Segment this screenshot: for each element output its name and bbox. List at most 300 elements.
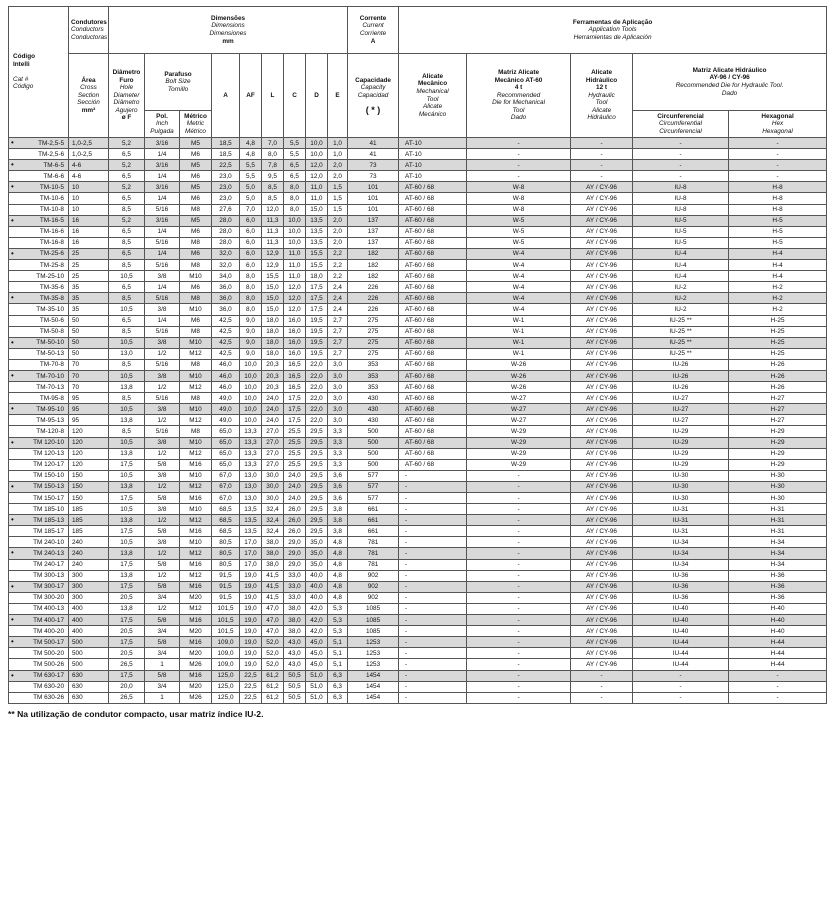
cell-mec: - bbox=[399, 615, 467, 626]
table-row bbox=[9, 415, 827, 426]
cell-met: M20 bbox=[180, 592, 212, 603]
header-dim-l: L bbox=[262, 54, 284, 138]
table-row bbox=[9, 493, 827, 504]
table-row bbox=[9, 481, 827, 492]
cell-l: 11,3 bbox=[262, 226, 284, 237]
cell-af: 22,5 bbox=[240, 692, 262, 703]
cell-dia: 6,5 bbox=[109, 248, 145, 259]
cell-met: M6 bbox=[180, 248, 212, 259]
cell-mec: - bbox=[399, 581, 467, 592]
cell-a: 68,5 bbox=[212, 526, 240, 537]
cell-circ: - bbox=[633, 692, 729, 703]
cell-d: 35,0 bbox=[306, 559, 328, 570]
cell-mec: - bbox=[399, 537, 467, 548]
cell-area: 400 bbox=[69, 615, 109, 626]
cell-d: 29,5 bbox=[306, 515, 328, 526]
cell-hid: AY / CY-96 bbox=[571, 260, 633, 271]
cell-met: M10 bbox=[180, 337, 212, 348]
cell-dia: 8,5 bbox=[109, 237, 145, 248]
table-row bbox=[9, 138, 827, 149]
cell-af: 13,3 bbox=[240, 459, 262, 470]
cell-e: 4,8 bbox=[328, 548, 348, 559]
code-text: TM-95-8 bbox=[39, 394, 64, 402]
cell-met: M6 bbox=[180, 149, 212, 160]
cell-hex: H-5 bbox=[729, 226, 827, 237]
code-text: TM 150-17 bbox=[33, 494, 64, 502]
cell-d: 15,0 bbox=[306, 204, 328, 215]
cell-code bbox=[9, 681, 69, 692]
cell-a: 34,0 bbox=[212, 271, 240, 282]
cell-met: M6 bbox=[180, 226, 212, 237]
cell-matriz: - bbox=[467, 504, 571, 515]
cell-mec: - bbox=[399, 559, 467, 570]
cell-e: 1,5 bbox=[328, 193, 348, 204]
cell-hex: H-40 bbox=[729, 603, 827, 614]
cell-c: 26,0 bbox=[284, 515, 306, 526]
cell-a: 46,0 bbox=[212, 382, 240, 393]
cell-d: 45,0 bbox=[306, 659, 328, 670]
cell-d: 22,0 bbox=[306, 415, 328, 426]
cell-mec: - bbox=[399, 648, 467, 659]
code-text: TM-25-6 bbox=[39, 250, 64, 258]
cell-dia: 5,2 bbox=[109, 160, 145, 171]
cell-a: 36,0 bbox=[212, 304, 240, 315]
table-row bbox=[9, 681, 827, 692]
cell-code bbox=[9, 315, 69, 326]
cell-e: 3,6 bbox=[328, 470, 348, 481]
cell-af: 13,3 bbox=[240, 448, 262, 459]
cell-hid: AY / CY-96 bbox=[571, 337, 633, 348]
cell-circ: IU-2 bbox=[633, 282, 729, 293]
cell-l: 47,0 bbox=[262, 603, 284, 614]
cell-cap: 577 bbox=[348, 481, 399, 492]
cell-area: 185 bbox=[69, 515, 109, 526]
cell-circ: IU-2 bbox=[633, 304, 729, 315]
code-text: TM 630-20 bbox=[33, 683, 64, 691]
cell-met: M20 bbox=[180, 681, 212, 692]
table-row bbox=[9, 548, 827, 559]
cell-a: 101,5 bbox=[212, 615, 240, 626]
cell-af: 5,0 bbox=[240, 193, 262, 204]
cell-circ: IU-25 ** bbox=[633, 315, 729, 326]
cell-hid: AY / CY-96 bbox=[571, 603, 633, 614]
table-row bbox=[9, 570, 827, 581]
cell-circ: IU-27 bbox=[633, 393, 729, 404]
cell-code bbox=[9, 437, 69, 448]
cell-dia: 13,8 bbox=[109, 448, 145, 459]
header-capacidade: Capacidade Capacity Capacidad ( * ) bbox=[348, 54, 399, 138]
cell-hid: AY / CY-96 bbox=[571, 570, 633, 581]
cell-hex: H-30 bbox=[729, 481, 827, 492]
cell-pol: 1/2 bbox=[145, 603, 180, 614]
cell-matriz: W-27 bbox=[467, 415, 571, 426]
cell-code bbox=[9, 160, 69, 171]
row-bullet: • bbox=[11, 138, 14, 147]
table-row bbox=[9, 637, 827, 648]
cell-code bbox=[9, 470, 69, 481]
cell-matriz: W-27 bbox=[467, 404, 571, 415]
cell-l: 41,5 bbox=[262, 592, 284, 603]
cell-e: 3,0 bbox=[328, 359, 348, 370]
row-bullet: • bbox=[11, 404, 14, 414]
cell-area: 185 bbox=[69, 504, 109, 515]
cell-hex: H-5 bbox=[729, 215, 827, 226]
table-row bbox=[9, 659, 827, 670]
cell-met: M12 bbox=[180, 481, 212, 492]
cell-pol: 5/16 bbox=[145, 326, 180, 337]
cell-matriz: - bbox=[467, 481, 571, 492]
cell-dia: 6,5 bbox=[109, 171, 145, 182]
cell-area: 70 bbox=[69, 382, 109, 393]
cell-matriz: - bbox=[467, 581, 571, 592]
cell-c: 16,0 bbox=[284, 337, 306, 348]
cell-af: 10,0 bbox=[240, 404, 262, 415]
cell-area: 70 bbox=[69, 370, 109, 381]
cell-pol: 1 bbox=[145, 659, 180, 670]
cell-mec: - bbox=[399, 603, 467, 614]
cell-dia: 6,5 bbox=[109, 193, 145, 204]
cell-l: 24,0 bbox=[262, 415, 284, 426]
cell-circ: IU-4 bbox=[633, 260, 729, 271]
cell-a: 109,0 bbox=[212, 648, 240, 659]
table-row bbox=[9, 648, 827, 659]
cell-e: 6,3 bbox=[328, 681, 348, 692]
cell-a: 36,0 bbox=[212, 293, 240, 304]
cell-code bbox=[9, 448, 69, 459]
table-row bbox=[9, 237, 827, 248]
cell-c: 29,0 bbox=[284, 537, 306, 548]
cell-code bbox=[9, 404, 69, 415]
row-bullet: • bbox=[11, 182, 14, 192]
cell-c: 43,0 bbox=[284, 648, 306, 659]
cell-pol: 5/8 bbox=[145, 615, 180, 626]
cell-met: M20 bbox=[180, 626, 212, 637]
cell-mec: AT-60 / 68 bbox=[399, 370, 467, 381]
cell-c: 8,0 bbox=[284, 204, 306, 215]
cell-af: 5,5 bbox=[240, 160, 262, 171]
cell-cap: 1454 bbox=[348, 670, 399, 681]
cell-c: 24,0 bbox=[284, 493, 306, 504]
table-row bbox=[9, 149, 827, 160]
cell-e: 1,5 bbox=[328, 204, 348, 215]
cell-code bbox=[9, 615, 69, 626]
cell-code bbox=[9, 626, 69, 637]
table-row bbox=[9, 282, 827, 293]
cell-af: 9,0 bbox=[240, 337, 262, 348]
cell-pol: 3/16 bbox=[145, 215, 180, 226]
cell-pol: 3/4 bbox=[145, 648, 180, 659]
header-dim-a: A bbox=[212, 54, 240, 138]
cell-hex: H-40 bbox=[729, 626, 827, 637]
cell-hid: AY / CY-96 bbox=[571, 459, 633, 470]
cell-e: 4,8 bbox=[328, 581, 348, 592]
cell-l: 41,5 bbox=[262, 581, 284, 592]
cell-matriz: - bbox=[467, 548, 571, 559]
cell-area: 120 bbox=[69, 459, 109, 470]
cell-cap: 73 bbox=[348, 160, 399, 171]
code-text: TM 400-20 bbox=[33, 627, 64, 635]
cell-pol: 5/16 bbox=[145, 237, 180, 248]
cell-d: 10,0 bbox=[306, 149, 328, 160]
cell-matriz: - bbox=[467, 648, 571, 659]
cell-code bbox=[9, 426, 69, 437]
cell-dia: 17,5 bbox=[109, 581, 145, 592]
cell-area: 240 bbox=[69, 559, 109, 570]
cell-a: 125,0 bbox=[212, 681, 240, 692]
cell-af: 8,0 bbox=[240, 304, 262, 315]
cell-af: 10,0 bbox=[240, 393, 262, 404]
cell-pol: 5/8 bbox=[145, 459, 180, 470]
code-text: TM-95-13 bbox=[36, 416, 64, 424]
cell-pol: 3/4 bbox=[145, 626, 180, 637]
cell-met: M5 bbox=[180, 215, 212, 226]
cell-af: 13,0 bbox=[240, 481, 262, 492]
cell-mec: AT-10 bbox=[399, 149, 467, 160]
cell-area: 185 bbox=[69, 526, 109, 537]
cell-pol: 3/16 bbox=[145, 182, 180, 193]
cell-met: M8 bbox=[180, 393, 212, 404]
cell-hex: - bbox=[729, 681, 827, 692]
cell-circ: IU-40 bbox=[633, 615, 729, 626]
code-text: TM 500-20 bbox=[33, 649, 64, 657]
cell-pol: 3/4 bbox=[145, 681, 180, 692]
cell-c: 5,5 bbox=[284, 149, 306, 160]
cell-code bbox=[9, 359, 69, 370]
code-text: TM-50-13 bbox=[36, 350, 64, 358]
cell-hid: AY / CY-96 bbox=[571, 448, 633, 459]
cell-a: 32,0 bbox=[212, 260, 240, 271]
cell-hex: H-34 bbox=[729, 548, 827, 559]
cell-code bbox=[9, 659, 69, 670]
cell-dia: 8,5 bbox=[109, 426, 145, 437]
cell-hid: AY / CY-96 bbox=[571, 648, 633, 659]
header-dim-af: AF bbox=[240, 54, 262, 138]
cell-hid: - bbox=[571, 681, 633, 692]
cell-matriz: W-29 bbox=[467, 426, 571, 437]
cell-met: M5 bbox=[180, 160, 212, 171]
cell-af: 17,0 bbox=[240, 548, 262, 559]
cell-c: 17,5 bbox=[284, 404, 306, 415]
table-row bbox=[9, 182, 827, 193]
cell-e: 5,1 bbox=[328, 637, 348, 648]
cell-c: 25,5 bbox=[284, 459, 306, 470]
cell-mec: AT-60 / 68 bbox=[399, 204, 467, 215]
cell-pol: 5/16 bbox=[145, 393, 180, 404]
cell-cap: 226 bbox=[348, 282, 399, 293]
cell-a: 36,0 bbox=[212, 282, 240, 293]
cell-d: 17,5 bbox=[306, 282, 328, 293]
cell-pol: 1/2 bbox=[145, 481, 180, 492]
cell-code bbox=[9, 370, 69, 381]
cell-area: 1,0-2,5 bbox=[69, 149, 109, 160]
cell-dia: 10,5 bbox=[109, 271, 145, 282]
cell-af: 19,0 bbox=[240, 603, 262, 614]
cell-a: 109,0 bbox=[212, 637, 240, 648]
cell-d: 22,0 bbox=[306, 393, 328, 404]
cell-hid: AY / CY-96 bbox=[571, 315, 633, 326]
code-text: TM 240-13 bbox=[33, 550, 64, 558]
cell-met: M10 bbox=[180, 470, 212, 481]
cell-circ: IU-36 bbox=[633, 570, 729, 581]
cell-met: M12 bbox=[180, 603, 212, 614]
code-text: TM 240-17 bbox=[33, 561, 64, 569]
cell-e: 2,0 bbox=[328, 160, 348, 171]
cell-hex: H-25 bbox=[729, 337, 827, 348]
cell-d: 40,0 bbox=[306, 570, 328, 581]
cell-pol: 1/4 bbox=[145, 149, 180, 160]
cell-met: M10 bbox=[180, 504, 212, 515]
cell-circ: IU-34 bbox=[633, 548, 729, 559]
cell-a: 18,5 bbox=[212, 138, 240, 149]
cell-matriz: W-26 bbox=[467, 382, 571, 393]
cell-hid: - bbox=[571, 160, 633, 171]
cell-c: 38,0 bbox=[284, 603, 306, 614]
cell-c: 11,0 bbox=[284, 271, 306, 282]
cell-circ: IU-25 ** bbox=[633, 348, 729, 359]
cell-code bbox=[9, 171, 69, 182]
cell-met: M6 bbox=[180, 315, 212, 326]
cell-a: 125,0 bbox=[212, 670, 240, 681]
cell-hid: AY / CY-96 bbox=[571, 182, 633, 193]
cell-code bbox=[9, 337, 69, 348]
cell-l: 27,0 bbox=[262, 448, 284, 459]
cell-a: 68,5 bbox=[212, 515, 240, 526]
cell-code bbox=[9, 537, 69, 548]
cell-met: M26 bbox=[180, 692, 212, 703]
cell-l: 12,0 bbox=[262, 204, 284, 215]
cell-matriz: - bbox=[467, 515, 571, 526]
code-text: TM-95-10 bbox=[36, 405, 64, 413]
cell-e: 2,0 bbox=[328, 215, 348, 226]
cell-dia: 6,5 bbox=[109, 315, 145, 326]
cell-hex: H-36 bbox=[729, 570, 827, 581]
cell-dia: 13,8 bbox=[109, 481, 145, 492]
cell-dia: 17,5 bbox=[109, 526, 145, 537]
cell-af: 10,0 bbox=[240, 382, 262, 393]
cell-area: 120 bbox=[69, 426, 109, 437]
cell-circ: IU-29 bbox=[633, 459, 729, 470]
cell-circ: IU-4 bbox=[633, 248, 729, 259]
cell-dia: 13,8 bbox=[109, 548, 145, 559]
table-row bbox=[9, 393, 827, 404]
cell-hex: H-4 bbox=[729, 260, 827, 271]
cell-d: 35,0 bbox=[306, 537, 328, 548]
cell-cap: 137 bbox=[348, 237, 399, 248]
cell-hex: H-4 bbox=[729, 248, 827, 259]
cell-dia: 10,5 bbox=[109, 337, 145, 348]
cell-matriz: W-8 bbox=[467, 193, 571, 204]
cell-l: 15,0 bbox=[262, 293, 284, 304]
cell-hid: AY / CY-96 bbox=[571, 359, 633, 370]
cell-d: 51,0 bbox=[306, 692, 328, 703]
cell-e: 2,7 bbox=[328, 337, 348, 348]
cell-circ: IU-31 bbox=[633, 515, 729, 526]
cell-hid: AY / CY-96 bbox=[571, 271, 633, 282]
cell-matriz: - bbox=[467, 626, 571, 637]
cell-hex: H-2 bbox=[729, 282, 827, 293]
cell-a: 28,0 bbox=[212, 237, 240, 248]
table-row bbox=[9, 304, 827, 315]
cell-code bbox=[9, 215, 69, 226]
row-bullet: • bbox=[11, 615, 14, 625]
cell-pol: 1/4 bbox=[145, 248, 180, 259]
cell-pol: 1/2 bbox=[145, 348, 180, 359]
code-text: TM 300-13 bbox=[33, 572, 64, 580]
cell-e: 4,8 bbox=[328, 537, 348, 548]
cell-af: 6,0 bbox=[240, 215, 262, 226]
cell-cap: 275 bbox=[348, 348, 399, 359]
cell-d: 40,0 bbox=[306, 592, 328, 603]
cell-hid: AY / CY-96 bbox=[571, 559, 633, 570]
cell-dia: 5,2 bbox=[109, 138, 145, 149]
cell-c: 16,5 bbox=[284, 359, 306, 370]
cell-area: 150 bbox=[69, 470, 109, 481]
cell-mec: - bbox=[399, 637, 467, 648]
cell-e: 2,0 bbox=[328, 237, 348, 248]
cell-mec: AT-60 / 68 bbox=[399, 271, 467, 282]
cell-hid: AY / CY-96 bbox=[571, 626, 633, 637]
row-bullet: • bbox=[11, 248, 14, 258]
cell-hid: AY / CY-96 bbox=[571, 515, 633, 526]
cell-e: 3,6 bbox=[328, 481, 348, 492]
cell-pol: 3/8 bbox=[145, 437, 180, 448]
cell-d: 15,5 bbox=[306, 260, 328, 271]
cell-pol: 5/8 bbox=[145, 559, 180, 570]
cell-circ: IU-8 bbox=[633, 193, 729, 204]
code-text: TM-16-8 bbox=[39, 239, 64, 247]
cell-matriz: - bbox=[467, 138, 571, 149]
cell-l: 15,0 bbox=[262, 282, 284, 293]
cell-d: 22,0 bbox=[306, 404, 328, 415]
cell-mec: AT-60 / 68 bbox=[399, 393, 467, 404]
cell-d: 29,5 bbox=[306, 526, 328, 537]
header-parafuso: Parafuso Bolt Size Tornillo bbox=[145, 54, 212, 111]
cell-a: 23,0 bbox=[212, 193, 240, 204]
cell-area: 10 bbox=[69, 204, 109, 215]
table-row bbox=[9, 603, 827, 614]
cell-e: 5,3 bbox=[328, 603, 348, 614]
cell-l: 27,0 bbox=[262, 459, 284, 470]
cell-pol: 3/8 bbox=[145, 470, 180, 481]
cell-dia: 13,0 bbox=[109, 348, 145, 359]
row-bullet: • bbox=[11, 215, 14, 225]
cell-a: 109,0 bbox=[212, 659, 240, 670]
row-bullet: • bbox=[11, 581, 14, 591]
cell-dia: 20,0 bbox=[109, 681, 145, 692]
cell-hid: AY / CY-96 bbox=[571, 548, 633, 559]
cell-af: 10,0 bbox=[240, 370, 262, 381]
cell-mec: AT-60 / 68 bbox=[399, 215, 467, 226]
cell-af: 13,5 bbox=[240, 515, 262, 526]
cell-area: 4-6 bbox=[69, 160, 109, 171]
cell-a: 67,0 bbox=[212, 481, 240, 492]
cell-mec: AT-60 / 68 bbox=[399, 459, 467, 470]
cell-area: 150 bbox=[69, 493, 109, 504]
cell-mec: - bbox=[399, 570, 467, 581]
cell-a: 91,5 bbox=[212, 592, 240, 603]
cell-matriz: - bbox=[467, 692, 571, 703]
code-text: TM-10-8 bbox=[39, 206, 64, 214]
cell-pol: 1/4 bbox=[145, 193, 180, 204]
code-text: TM-35-10 bbox=[36, 305, 64, 313]
cell-code bbox=[9, 138, 69, 149]
header-matriz-hidraulico: Matriz Alicate Hidráulico AY-96 / CY-96 Recommended Die for Hydraulic Tool. Dado bbox=[633, 54, 827, 111]
cell-a: 27,6 bbox=[212, 204, 240, 215]
cell-pol: 5/16 bbox=[145, 260, 180, 271]
cell-met: M10 bbox=[180, 304, 212, 315]
cell-hex: - bbox=[729, 149, 827, 160]
table-row bbox=[9, 692, 827, 703]
